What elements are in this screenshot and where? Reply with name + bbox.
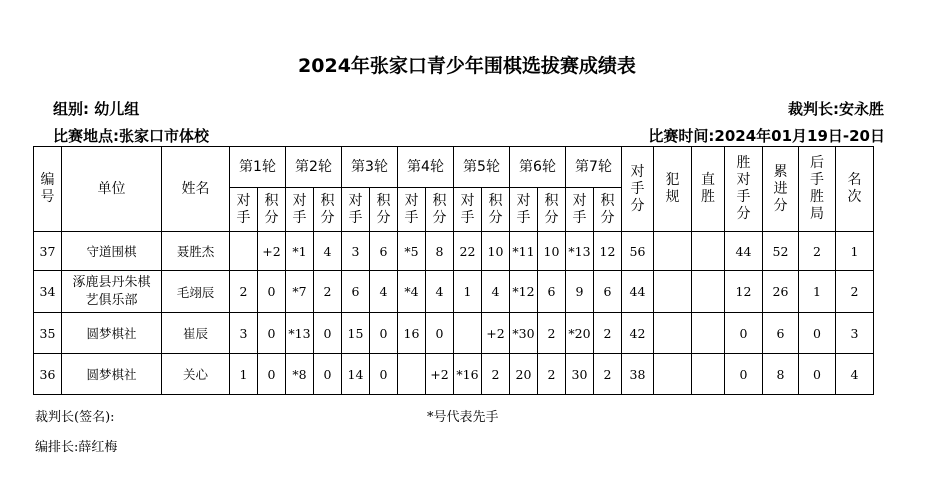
cell-no: 35 — [34, 313, 62, 354]
cell-opp-score: 56 — [622, 232, 654, 271]
page-title: 2024年张家口青少年围棋选拔赛成绩表 — [298, 55, 636, 77]
cell-rank: 4 — [836, 354, 874, 395]
header-name: 姓名 — [162, 147, 230, 232]
cell-pts: 2 — [538, 313, 566, 354]
cell-opp: 30 — [566, 354, 594, 395]
cell-rank: 3 — [836, 313, 874, 354]
header-round-7: 第7轮 — [566, 147, 622, 188]
cell-opp: *30 — [510, 313, 538, 354]
cell-second-wins: 0 — [799, 313, 836, 354]
cell-opp — [230, 232, 258, 271]
cell-second-wins: 1 — [799, 271, 836, 313]
header-opp: 对手 — [286, 188, 314, 232]
cell-pts: 0 — [258, 313, 286, 354]
header-rank: 名次 — [836, 147, 874, 232]
header-opp: 对手 — [566, 188, 594, 232]
cell-pts: 4 — [314, 232, 342, 271]
cell-opp: *8 — [286, 354, 314, 395]
cell-foul — [654, 313, 692, 354]
cell-name: 聂胜杰 — [162, 232, 230, 271]
cell-pts: 4 — [482, 271, 510, 313]
cell-win-opp-score: 0 — [725, 354, 763, 395]
cell-pts: 2 — [538, 354, 566, 395]
cell-opp-score: 44 — [622, 271, 654, 313]
cell-name: 崔辰 — [162, 313, 230, 354]
header-pts: 积分 — [314, 188, 342, 232]
cell-opp: 14 — [342, 354, 370, 395]
cell-opp: *11 — [510, 232, 538, 271]
header-opp-score: 对手分 — [622, 147, 654, 232]
cell-direct-win — [692, 271, 725, 313]
cell-name: 毛翊辰 — [162, 271, 230, 313]
cell-foul — [654, 354, 692, 395]
header-unit: 单位 — [62, 147, 162, 232]
cell-pts: +2 — [482, 313, 510, 354]
date-label: 比赛时间:2024年01月19日-20日 — [648, 127, 885, 145]
cell-pts: 10 — [482, 232, 510, 271]
header-round-5: 第5轮 — [454, 147, 510, 188]
header-round-2: 第2轮 — [286, 147, 342, 188]
header-pts: 积分 — [538, 188, 566, 232]
cell-pts: 0 — [258, 271, 286, 313]
cell-opp: *12 — [510, 271, 538, 313]
header-round-3: 第3轮 — [342, 147, 398, 188]
cell-second-wins: 2 — [799, 232, 836, 271]
header-second-wins: 后手胜局 — [799, 147, 836, 232]
cell-pts: 12 — [594, 232, 622, 271]
cell-opp: 1 — [230, 354, 258, 395]
cell-pts: 0 — [370, 313, 398, 354]
header-cumulative: 累进分 — [763, 147, 799, 232]
cell-pts: 2 — [594, 313, 622, 354]
cell-opp-score: 38 — [622, 354, 654, 395]
header-no: 编号 — [34, 147, 62, 232]
cell-pts: +2 — [426, 354, 454, 395]
header-round-6: 第6轮 — [510, 147, 566, 188]
table-row — [34, 313, 874, 354]
cell-pts: 4 — [426, 271, 454, 313]
cell-opp — [398, 354, 426, 395]
header-opp: 对手 — [398, 188, 426, 232]
cell-opp: 3 — [230, 313, 258, 354]
cell-name: 关心 — [162, 354, 230, 395]
cell-opp-score: 42 — [622, 313, 654, 354]
cell-win-opp-score: 44 — [725, 232, 763, 271]
cell-opp: *1 — [286, 232, 314, 271]
cell-pts: 0 — [426, 313, 454, 354]
cell-pts: 2 — [314, 271, 342, 313]
cell-direct-win — [692, 313, 725, 354]
cell-cumulative: 6 — [763, 313, 799, 354]
header-opp: 对手 — [510, 188, 538, 232]
header-pts: 积分 — [482, 188, 510, 232]
cell-unit: 圆梦棋社 — [62, 313, 162, 354]
cell-pts: 2 — [594, 354, 622, 395]
referee-signature-label: 裁判长(签名): — [35, 410, 115, 425]
cell-direct-win — [692, 232, 725, 271]
header-pts: 积分 — [426, 188, 454, 232]
chief-referee-label: 裁判长:安永胜 — [788, 100, 884, 118]
table-row — [34, 232, 874, 271]
cell-cumulative: 52 — [763, 232, 799, 271]
results-table — [33, 146, 874, 395]
cell-pts: 0 — [258, 354, 286, 395]
cell-opp: *4 — [398, 271, 426, 313]
table-row — [34, 354, 874, 395]
venue-label: 比赛地点:张家口市体校 — [53, 127, 209, 145]
cell-opp — [454, 313, 482, 354]
cell-unit: 涿鹿县丹朱棋艺俱乐部 — [62, 271, 162, 313]
cell-opp: 9 — [566, 271, 594, 313]
cell-cumulative: 8 — [763, 354, 799, 395]
cell-pts: 8 — [426, 232, 454, 271]
cell-foul — [654, 232, 692, 271]
cell-pts: 10 — [538, 232, 566, 271]
cell-no: 37 — [34, 232, 62, 271]
cell-opp: *13 — [566, 232, 594, 271]
header-opp: 对手 — [342, 188, 370, 232]
cell-pts: 4 — [370, 271, 398, 313]
cell-unit: 圆梦棋社 — [62, 354, 162, 395]
header-opp: 对手 — [230, 188, 258, 232]
cell-opp: *16 — [454, 354, 482, 395]
cell-second-wins: 0 — [799, 354, 836, 395]
cell-no: 36 — [34, 354, 62, 395]
cell-opp: 1 — [454, 271, 482, 313]
cell-no: 34 — [34, 271, 62, 313]
cell-opp: 3 — [342, 232, 370, 271]
cell-opp: 16 — [398, 313, 426, 354]
cell-pts: 0 — [314, 354, 342, 395]
group-label: 组别: 幼儿组 — [53, 100, 140, 118]
header-pts: 积分 — [594, 188, 622, 232]
header-opp: 对手 — [454, 188, 482, 232]
header-direct-win: 直胜 — [692, 147, 725, 232]
cell-opp: *5 — [398, 232, 426, 271]
cell-pts: 0 — [370, 354, 398, 395]
cell-cumulative: 26 — [763, 271, 799, 313]
cell-opp: 15 — [342, 313, 370, 354]
cell-pts: 6 — [538, 271, 566, 313]
cell-rank: 1 — [836, 232, 874, 271]
cell-opp: *7 — [286, 271, 314, 313]
cell-rank: 2 — [836, 271, 874, 313]
header-pts: 积分 — [258, 188, 286, 232]
cell-opp: 2 — [230, 271, 258, 313]
header-round-1: 第1轮 — [230, 147, 286, 188]
cell-foul — [654, 271, 692, 313]
cell-direct-win — [692, 354, 725, 395]
header-pts: 积分 — [370, 188, 398, 232]
cell-pts: +2 — [258, 232, 286, 271]
cell-pts: 6 — [370, 232, 398, 271]
header-win-opp-score: 胜对手分 — [725, 147, 763, 232]
cell-pts: 0 — [314, 313, 342, 354]
cell-unit: 守道围棋 — [62, 232, 162, 271]
header-foul: 犯规 — [654, 147, 692, 232]
cell-opp: 20 — [510, 354, 538, 395]
cell-win-opp-score: 0 — [725, 313, 763, 354]
first-move-note: *号代表先手 — [427, 410, 499, 425]
cell-opp: *13 — [286, 313, 314, 354]
header-round-4: 第4轮 — [398, 147, 454, 188]
cell-pts: 2 — [482, 354, 510, 395]
cell-opp: *20 — [566, 313, 594, 354]
cell-pts: 6 — [594, 271, 622, 313]
cell-opp: 22 — [454, 232, 482, 271]
arranger-label: 编排长:薛红梅 — [35, 440, 118, 455]
cell-win-opp-score: 12 — [725, 271, 763, 313]
table-row — [34, 271, 874, 313]
cell-opp: 6 — [342, 271, 370, 313]
